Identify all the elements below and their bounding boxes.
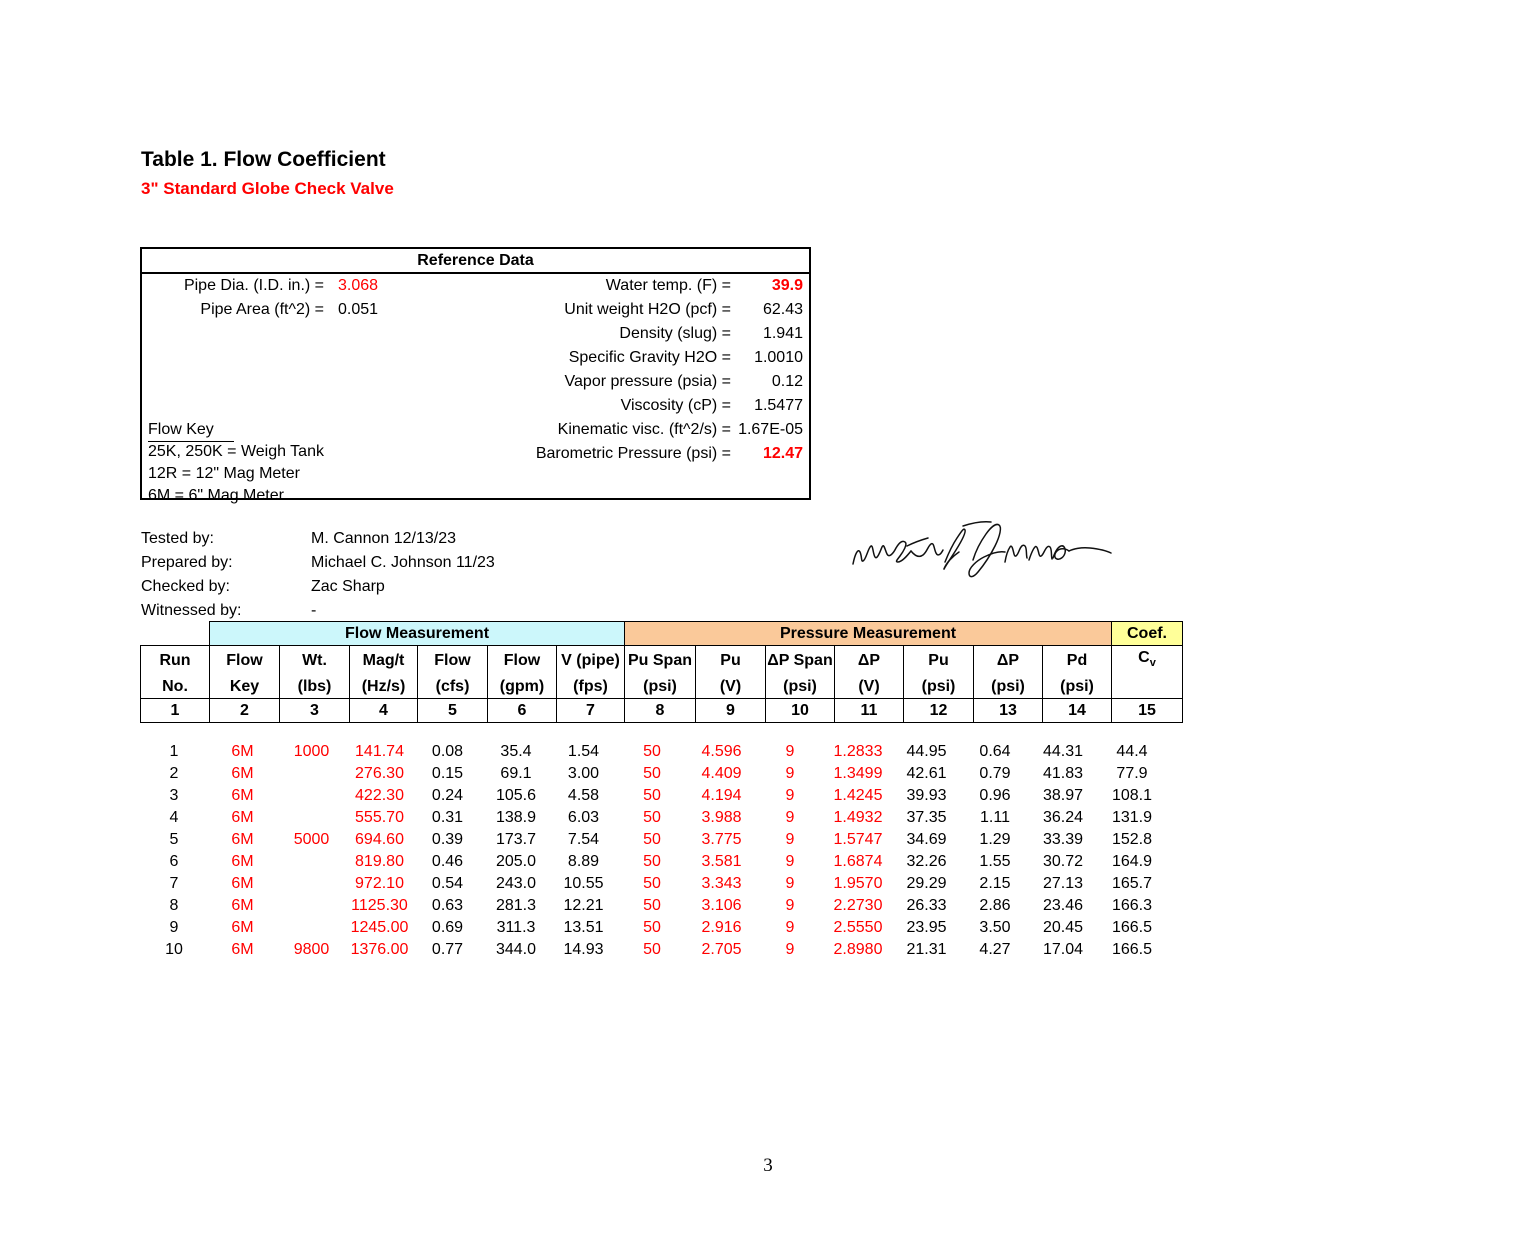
flow-key-entry: 12R = 12" Mag Meter xyxy=(148,465,300,482)
table-cell: 166.5 xyxy=(1111,941,1153,958)
table-column-header: ΔP Span xyxy=(766,646,835,676)
table-cell: 1000 xyxy=(293,743,330,760)
table-column-header-row-2 xyxy=(141,675,1183,699)
signoff-label: Checked by: xyxy=(141,578,230,595)
table-cell: 27.13 xyxy=(1042,875,1084,892)
table-cell: 3.106 xyxy=(701,897,742,914)
table-cell: 50 xyxy=(643,743,661,760)
table-cell: 3 xyxy=(169,787,179,804)
table-cell: 77.9 xyxy=(1116,765,1148,782)
table-cell: 1.11 xyxy=(980,809,1010,826)
table-cell: 9 xyxy=(785,919,795,936)
table-group-header: Pressure Measurement xyxy=(625,622,1112,646)
reference-label: Pipe Area (ft^2) = xyxy=(200,301,324,318)
table-cell: 0.96 xyxy=(979,787,1011,804)
table-row xyxy=(140,939,1167,961)
table-cell: 166.5 xyxy=(1111,919,1153,936)
reference-row xyxy=(536,394,803,418)
table-cell: 152.8 xyxy=(1111,831,1153,848)
reference-label: Specific Gravity H2O = xyxy=(568,349,731,366)
table-row xyxy=(140,763,1167,785)
reference-value: 1.67E-05 xyxy=(738,421,803,438)
table-cell: 6M xyxy=(231,919,254,936)
table-column-header: Run xyxy=(141,646,210,676)
measurement-table-header xyxy=(140,621,1183,723)
table-cell: 3.50 xyxy=(979,919,1011,936)
table-cell: 26.33 xyxy=(906,897,947,914)
table-column-number: 2 xyxy=(210,699,280,723)
table-column-units: No. xyxy=(141,675,210,699)
table-column-units: (psi) xyxy=(766,675,835,699)
table-column-units: Key xyxy=(210,675,280,699)
table-cell: 0.31 xyxy=(431,809,464,826)
table-cell: 2.916 xyxy=(701,919,742,936)
table-column-units: (psi) xyxy=(904,675,974,699)
reference-row xyxy=(536,274,803,298)
table-cell: 1.3499 xyxy=(833,765,883,782)
reference-value: 3.068 xyxy=(338,277,379,294)
table-column-number: 13 xyxy=(974,699,1043,723)
page-title: Table 1. Flow Coefficient xyxy=(141,148,386,171)
table-cell: 6M xyxy=(231,831,254,848)
table-cell: 8 xyxy=(169,897,179,914)
table-column-number: 10 xyxy=(766,699,835,723)
table-cell: 5000 xyxy=(293,831,330,848)
reference-row xyxy=(536,298,803,322)
table-column-header: ΔP xyxy=(835,646,904,676)
table-cell: 50 xyxy=(643,853,661,870)
table-cell: 2.2730 xyxy=(833,897,883,914)
signoff-value: M. Cannon 12/13/23 xyxy=(311,530,456,547)
table-cell: 50 xyxy=(643,765,661,782)
table-column-number: 5 xyxy=(418,699,488,723)
flow-key-entry: 6M = 6" Mag Meter xyxy=(148,487,284,504)
reference-row xyxy=(536,418,803,442)
table-cell: 50 xyxy=(643,897,661,914)
table-cell: 23.46 xyxy=(1042,897,1084,914)
table-cell: 243.0 xyxy=(495,875,537,892)
table-column-header: $C_v$ xyxy=(1112,646,1183,676)
table-row xyxy=(140,873,1167,895)
table-cell: 1 xyxy=(169,743,179,760)
table-cell xyxy=(277,895,346,917)
table-cell: 4.596 xyxy=(701,743,742,760)
signoff-row xyxy=(141,527,495,551)
reference-row xyxy=(536,322,803,346)
table-row xyxy=(140,741,1167,763)
reference-label: Pipe Dia. (I.D. in.) = xyxy=(183,277,324,294)
table-cell: 6 xyxy=(169,853,179,870)
table-row xyxy=(140,785,1167,807)
reference-label: Water temp. (F) = xyxy=(605,277,731,294)
reference-data-heading: Reference Data xyxy=(142,249,809,274)
table-cell: 30.72 xyxy=(1042,853,1084,870)
table-cell: 4.27 xyxy=(979,941,1011,958)
table-group-header xyxy=(141,622,210,646)
table-cell: 105.6 xyxy=(495,787,537,804)
table-cell: 9 xyxy=(785,787,795,804)
table-column-units xyxy=(1112,675,1183,699)
table-column-number: 7 xyxy=(557,699,625,723)
table-column-units: (psi) xyxy=(1043,675,1112,699)
table-cell: 38.97 xyxy=(1042,787,1084,804)
table-column-units: (psi) xyxy=(974,675,1043,699)
table-cell: 9 xyxy=(785,853,795,870)
table-cell: 0.54 xyxy=(431,875,464,892)
table-cell: 6M xyxy=(231,765,254,782)
reference-label: Density (slug) = xyxy=(619,325,731,342)
table-cell: 9 xyxy=(785,831,795,848)
signoff-value: - xyxy=(311,602,317,619)
table-cell: 44.31 xyxy=(1042,743,1084,760)
table-cell: 4 xyxy=(169,809,179,826)
table-cell: 3.988 xyxy=(701,809,742,826)
table-column-header: Wt. xyxy=(280,646,350,676)
table-cell: 131.9 xyxy=(1111,809,1153,826)
reference-data-box xyxy=(140,247,811,504)
table-cell: 1.55 xyxy=(979,853,1011,870)
table-column-header: V (pipe) xyxy=(557,646,625,676)
table-cell xyxy=(277,851,346,873)
table-cell: 50 xyxy=(643,809,661,826)
signoff-value: Michael C. Johnson 11/23 xyxy=(311,554,495,571)
table-cell: 344.0 xyxy=(495,941,537,958)
table-cell: 37.35 xyxy=(906,809,947,826)
table-column-number: 11 xyxy=(835,699,904,723)
table-group-header-row xyxy=(141,622,1183,646)
table-cell: 694.60 xyxy=(355,831,404,848)
table-column-header: Pu xyxy=(696,646,766,676)
table-cell: 2.8980 xyxy=(833,941,883,958)
table-cell: 8.89 xyxy=(567,853,600,870)
table-column-units: (V) xyxy=(696,675,766,699)
table-cell: 276.30 xyxy=(355,765,404,782)
table-column-number: 8 xyxy=(625,699,696,723)
table-cell: 0.77 xyxy=(431,941,464,958)
table-row xyxy=(140,829,1167,851)
table-cell: 422.30 xyxy=(355,787,404,804)
table-cell: 9 xyxy=(785,743,795,760)
reference-value: 12.47 xyxy=(762,445,803,462)
table-column-units: (V) xyxy=(835,675,904,699)
table-cell: 6M xyxy=(231,809,254,826)
reference-label: Barometric Pressure (psi) = xyxy=(535,445,731,462)
table-cell: 1.2833 xyxy=(833,743,883,760)
table-cell: 2.86 xyxy=(979,897,1011,914)
table-cell: 44.4 xyxy=(1116,743,1148,760)
signature-image xyxy=(845,516,1115,580)
table-cell: 32.26 xyxy=(906,853,947,870)
table-row xyxy=(140,807,1167,829)
table-cell: 1.4932 xyxy=(833,809,883,826)
table-column-number: 6 xyxy=(488,699,557,723)
table-column-units: (cfs) xyxy=(418,675,488,699)
table-cell: 6.03 xyxy=(567,809,600,826)
table-cell: 7.54 xyxy=(567,831,600,848)
table-cell: 5 xyxy=(169,831,179,848)
reference-row xyxy=(536,370,803,394)
table-group-header: Coef. xyxy=(1112,622,1183,646)
reference-label: Viscosity (cP) = xyxy=(620,397,731,414)
table-cell: 6M xyxy=(231,941,254,958)
table-column-number: 1 xyxy=(141,699,210,723)
table-row xyxy=(140,851,1167,873)
table-cell: 33.39 xyxy=(1042,831,1084,848)
signoff-block xyxy=(141,527,495,623)
reference-row xyxy=(142,274,482,298)
table-cell: 6M xyxy=(231,897,254,914)
table-cell: 34.69 xyxy=(906,831,947,848)
table-cell: 1376.00 xyxy=(350,941,409,958)
table-cell: 108.1 xyxy=(1111,787,1153,804)
table-cell: 164.9 xyxy=(1111,853,1153,870)
reference-value: 1.941 xyxy=(762,325,803,342)
table-cell: 17.04 xyxy=(1042,941,1084,958)
table-cell: 166.3 xyxy=(1111,897,1153,914)
table-cell: 1245.00 xyxy=(350,919,409,936)
table-cell: 50 xyxy=(643,831,661,848)
table-cell: 14.93 xyxy=(563,941,604,958)
table-cell: 12.21 xyxy=(563,897,604,914)
table-cell: 1.29 xyxy=(979,831,1011,848)
table-column-number: 12 xyxy=(904,699,974,723)
table-column-units: (psi) xyxy=(625,675,696,699)
reference-value: 1.5477 xyxy=(754,397,803,414)
signoff-row xyxy=(141,575,495,599)
table-cell: 3.343 xyxy=(701,875,742,892)
table-cell: 20.45 xyxy=(1042,919,1084,936)
table-column-number: 15 xyxy=(1112,699,1183,723)
table-column-units: (lbs) xyxy=(280,675,350,699)
reference-row xyxy=(536,346,803,370)
table-cell: 2.15 xyxy=(979,875,1011,892)
table-column-header: Flow xyxy=(488,646,557,676)
signoff-row xyxy=(141,599,495,623)
reference-value: 1.0010 xyxy=(754,349,803,366)
table-cell: 1125.30 xyxy=(351,897,408,914)
table-column-units: (Hz/s) xyxy=(350,675,418,699)
table-column-number: 3 xyxy=(280,699,350,723)
table-cell: 173.7 xyxy=(495,831,537,848)
signoff-label: Tested by: xyxy=(141,530,214,547)
table-cell: 165.7 xyxy=(1111,875,1153,892)
table-cell: 1.5747 xyxy=(833,831,883,848)
table-cell: 50 xyxy=(643,941,661,958)
table-cell: 1.6874 xyxy=(833,853,883,870)
table-column-number: 9 xyxy=(696,699,766,723)
reference-value: 39.9 xyxy=(771,277,803,294)
flow-key-legend xyxy=(148,419,324,507)
table-cell: 42.61 xyxy=(906,765,947,782)
table-cell xyxy=(277,807,346,829)
table-column-header: Mag/t xyxy=(350,646,418,676)
table-cell: 2.705 xyxy=(701,941,742,958)
table-cell: 205.0 xyxy=(495,853,537,870)
table-cell: 21.31 xyxy=(906,941,947,958)
reference-label: Vapor pressure (psia) = xyxy=(564,373,731,390)
signoff-label: Prepared by: xyxy=(141,554,233,571)
reference-label: Kinematic visc. (ft^2/s) = xyxy=(557,421,731,438)
table-cell: 972.10 xyxy=(355,875,404,892)
table-cell: 311.3 xyxy=(496,919,536,936)
table-cell: 6M xyxy=(231,743,254,760)
table-cell: 6M xyxy=(231,853,254,870)
table-cell: 3.00 xyxy=(567,765,600,782)
table-cell: 50 xyxy=(643,787,661,804)
table-cell: 4.409 xyxy=(701,765,742,782)
signoff-row xyxy=(141,551,495,575)
table-cell: 41.83 xyxy=(1042,765,1084,782)
reference-value: 0.12 xyxy=(771,373,803,390)
table-cell xyxy=(277,873,346,895)
table-column-header: Pu xyxy=(904,646,974,676)
table-cell: 9 xyxy=(785,941,795,958)
table-cell: 23.95 xyxy=(906,919,947,936)
table-cell: 9800 xyxy=(293,941,330,958)
table-cell: 9 xyxy=(785,765,795,782)
table-cell: 50 xyxy=(643,875,661,892)
table-cell: 0.24 xyxy=(431,787,464,804)
table-column-number: 4 xyxy=(350,699,418,723)
table-column-header: Pd xyxy=(1043,646,1112,676)
table-cell: 0.64 xyxy=(979,743,1011,760)
table-cell: 7 xyxy=(169,875,179,892)
table-cell: 3.581 xyxy=(701,853,742,870)
table-column-number: 14 xyxy=(1043,699,1112,723)
signoff-label: Witnessed by: xyxy=(141,602,242,619)
table-cell: 0.46 xyxy=(431,853,464,870)
table-cell: 13.51 xyxy=(563,919,604,936)
table-cell xyxy=(277,917,346,939)
table-cell: 29.29 xyxy=(906,875,947,892)
reference-row xyxy=(536,442,803,466)
table-cell: 2.5550 xyxy=(833,919,883,936)
table-row xyxy=(140,917,1167,939)
table-cell: 9 xyxy=(169,919,179,936)
table-cell: 555.70 xyxy=(355,809,404,826)
table-column-header: Flow xyxy=(418,646,488,676)
flow-key-heading: Flow Key xyxy=(148,419,234,442)
page-subtitle: 3" Standard Globe Check Valve xyxy=(141,179,394,198)
table-cell: 50 xyxy=(643,919,661,936)
table-cell: 0.39 xyxy=(431,831,464,848)
table-column-header-row-1 xyxy=(141,646,1183,676)
reference-value: 62.43 xyxy=(762,301,803,318)
table-cell: 9 xyxy=(785,809,795,826)
table-cell: 39.93 xyxy=(906,787,947,804)
flow-key-entry: 25K, 250K = Weigh Tank xyxy=(148,443,324,460)
table-cell: 0.08 xyxy=(431,743,464,760)
table-cell: 35.4 xyxy=(500,743,532,760)
reference-value: 0.051 xyxy=(338,301,379,318)
table-cell xyxy=(277,785,346,807)
table-cell: 10.55 xyxy=(563,875,604,892)
reference-row xyxy=(142,298,482,322)
table-cell: 141.74 xyxy=(355,743,404,760)
table-column-units: (gpm) xyxy=(488,675,557,699)
table-cell: 6M xyxy=(231,875,254,892)
table-cell: 0.69 xyxy=(431,919,464,936)
table-cell: 9 xyxy=(785,875,795,892)
table-cell: 44.95 xyxy=(906,743,947,760)
table-cell: 0.15 xyxy=(431,765,464,782)
table-group-header: Flow Measurement xyxy=(210,622,625,646)
page-number: 3 xyxy=(763,1155,773,1176)
table-cell: 4.194 xyxy=(701,787,742,804)
table-cell: 281.3 xyxy=(495,897,537,914)
table-column-header: Pu Span xyxy=(625,646,696,676)
table-cell: 36.24 xyxy=(1042,809,1084,826)
table-column-units: (fps) xyxy=(557,675,625,699)
table-cell: 1.4245 xyxy=(833,787,883,804)
table-cell: 6M xyxy=(231,787,254,804)
measurement-table-body xyxy=(140,741,1167,961)
signoff-value: Zac Sharp xyxy=(311,578,385,595)
table-cell: 4.58 xyxy=(567,787,600,804)
table-cell: 0.63 xyxy=(431,897,464,914)
table-cell: 2 xyxy=(169,765,179,782)
table-cell: 69.1 xyxy=(500,765,532,782)
reference-data-right-column xyxy=(536,274,803,466)
table-cell xyxy=(277,763,346,785)
table-column-header: ΔP xyxy=(974,646,1043,676)
table-column-number-row xyxy=(141,699,1183,723)
table-cell: 9 xyxy=(785,897,795,914)
table-cell: 1.9570 xyxy=(833,875,883,892)
reference-label: Unit weight H2O (pcf) = xyxy=(564,301,731,318)
table-cell: 1.54 xyxy=(567,743,600,760)
table-cell: 138.9 xyxy=(495,809,537,826)
table-cell: 10 xyxy=(165,941,183,958)
reference-data-left-column xyxy=(142,274,482,322)
table-cell: 0.79 xyxy=(979,765,1011,782)
table-cell: 3.775 xyxy=(701,831,742,848)
table-cell: 819.80 xyxy=(355,853,404,870)
table-row xyxy=(140,895,1167,917)
table-column-header: Flow xyxy=(210,646,280,676)
